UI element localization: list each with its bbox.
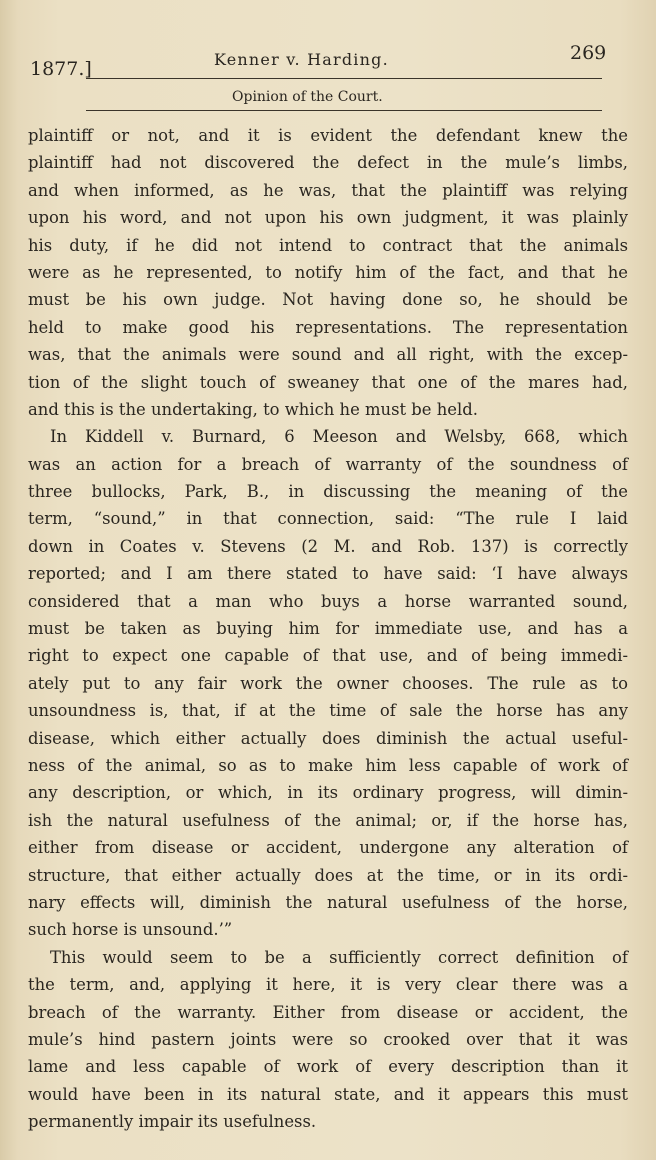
text-line: breach of the warranty. Either from disease or accident, the xyxy=(28,1002,628,1022)
text-line: reported; and I am there stated to have said: ‘I have always xyxy=(28,564,628,584)
text-line: such horse is unsound.’” xyxy=(28,920,233,940)
text-line: nary effects will, diminish the natural usefulness of the horse, xyxy=(28,892,628,912)
text-line: structure, that either actually does at the time, or in its ordi- xyxy=(28,865,628,885)
text-line: upon his word, and not upon his own judgment, it was plainly xyxy=(28,208,628,228)
text-line: This would seem to be a sufficiently correct definition of xyxy=(50,947,628,967)
text-line: disease, which either actually does diminish the actual useful- xyxy=(28,728,628,748)
text-line: lame and less capable of work of every description than it xyxy=(28,1057,628,1077)
text-line: any description, or which, in its ordinary progress, will dimin- xyxy=(28,783,628,803)
text-line: ately put to any fair work the owner chooses. The rule as to xyxy=(28,673,628,693)
text-line: must be taken as buying him for immediate use, and has a xyxy=(28,619,628,639)
text-line: would have been in its natural state, and it appears this must xyxy=(28,1084,628,1104)
text-line: In Kiddell v. Burnard, 6 Meeson and Welsby, 668, which xyxy=(50,427,628,447)
text-line: unsoundness is, that, if at the time of sale the horse has any xyxy=(28,701,628,721)
text-line: must be his own judge. Not having done so, he should be xyxy=(28,290,628,310)
text-line: either from disease or accident, undergone any alteration of xyxy=(28,838,628,858)
text-line: were as he represented, to notify him of the fact, and that he xyxy=(28,262,628,282)
text-line: permanently impair its usefulness. xyxy=(28,1112,317,1132)
text-line: the term, and, applying it here, it is very clear there was a xyxy=(28,975,628,995)
text-line: right to expect one capable of that use, and of being immedi- xyxy=(28,646,628,666)
text-line: mule’s hind pastern joints were so crooked over that it was xyxy=(28,1029,628,1049)
text-line: and when informed, as he was, that the plaintiff was relying xyxy=(28,180,628,200)
text-line: tion of the slight touch of sweaney that one of the mares had, xyxy=(28,372,628,392)
text-line: plaintiff had not discovered the defect in the mule’s limbs, xyxy=(28,153,628,173)
text-line: term, “sound,” in that connection, said: “The rule I laid xyxy=(28,509,628,529)
text-line: and this is the undertaking, to which he must be held. xyxy=(28,399,478,419)
text-line: plaintiff or not, and it is evident the defendant knew the xyxy=(28,126,628,145)
text-line: his duty, if he did not intend to contract that the animals xyxy=(28,235,628,255)
section-subtitle: Opinion of the Court. xyxy=(232,89,383,105)
text-line: down in Coates v. Stevens (2 M. and Rob. 137) is correctly xyxy=(28,536,628,556)
running-title: Kenner v. Harding. xyxy=(214,50,389,69)
header-year: 1877.] xyxy=(30,58,92,80)
opinion-text xyxy=(28,122,628,1135)
text-line: considered that a man who buys a horse warranted sound, xyxy=(28,591,628,611)
header-rule-top xyxy=(86,78,602,79)
text-line: was, that the animals were sound and all right, with the excep- xyxy=(28,345,628,365)
text-line: three bullocks, Park, B., in discussing the meaning of the xyxy=(28,482,628,502)
header-rule-bottom xyxy=(86,110,602,111)
text-line: ish the natural usefulness of the animal; or, if the horse has, xyxy=(28,810,628,830)
text-line: was an action for a breach of warranty of the soundness of xyxy=(28,454,628,474)
text-line: held to make good his representations. The representation xyxy=(28,317,628,337)
page-number: 269 xyxy=(570,42,607,64)
text-line: ness of the animal, so as to make him less capable of work of xyxy=(28,755,628,775)
